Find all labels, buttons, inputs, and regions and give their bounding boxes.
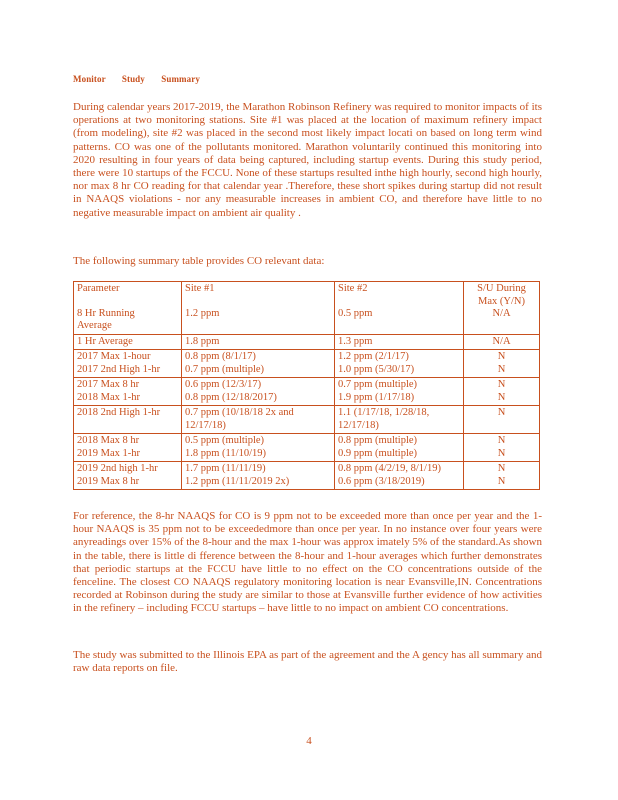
cell-line: N	[497, 351, 506, 362]
table-cell-site2	[335, 334, 464, 350]
cell-line: 0.8 ppm (12/18/2017)	[185, 391, 277, 403]
table-cell-param	[74, 334, 182, 350]
page-number: 4	[306, 735, 312, 747]
header-row-site1: 1.2 ppm	[185, 307, 220, 319]
co-summary-table	[73, 281, 540, 490]
table-cell-param	[74, 378, 182, 406]
table-row	[74, 406, 540, 434]
cell-line: 0.8 ppm (4/2/19, 8/1/19)	[338, 463, 441, 474]
cell-line: 2018 2nd High 1-hr	[77, 407, 161, 418]
header-su: S/U During Max (Y/N)	[477, 283, 526, 307]
cell-line: 1.2 ppm (11/11/2019 2x)	[185, 475, 290, 487]
header-site1: Site #1	[185, 283, 215, 294]
section-heading: Monitor Study Summary	[73, 74, 200, 84]
cell-line: 0.6 ppm (3/18/2019)	[338, 475, 425, 487]
header-parameter-cell	[74, 282, 182, 335]
header-row-label-line2: Average	[77, 320, 112, 331]
table-cell-su	[464, 406, 540, 434]
table-cell-param	[74, 350, 182, 378]
table-row	[74, 434, 540, 462]
cell-line: 2017 Max 8 hr	[77, 379, 140, 390]
table-cell-site2	[335, 378, 464, 406]
cell-line: N	[497, 407, 506, 418]
table-cell-site2	[335, 406, 464, 434]
cell-line: 0.7 ppm (10/18/18 2x and 12/17/18)	[185, 407, 294, 431]
cell-line: N	[497, 363, 506, 375]
header-site2-cell	[335, 282, 464, 335]
table-cell-su	[464, 350, 540, 378]
intro-paragraph: During calendar years 2017-2019, the Marathon Robinson Refinery was required to monitor impacts of its operations at two monitoring stations. Site #1 was placed at the location of maximum refinery impact (from modeling), site #2 was placed in the second most likely impact locati on based on long term wind patterns. CO was one of the pollutants monitored. Marathon voluntarily continued this monitoring into 2020 resulting in four years of data being captured, including startup events. During this study period, there were 10 startups of the FCCU. None of these startups resulted inthe high hourly, second high hourly, nor max 8 hr CO reading for that calendar year .Therefore, these short spikes during startup did not result in NAAQS violations - nor any measurable increases in ambient CO, and therefore have little to no negative measurable impact on ambient air quality .	[73, 101, 542, 219]
cell-line: 0.7 ppm (multiple)	[338, 379, 418, 390]
cell-line: 0.8 ppm (8/1/17)	[185, 351, 256, 362]
cell-line: 1 Hr Average	[77, 335, 133, 347]
cell-line: 2018 Max 8 hr	[77, 435, 140, 446]
reference-paragraph: For reference, the 8-hr NAAQS for CO is 9 ppm not to be exceeded more than once per year and the 1-hour NAAQS is 35 ppm not to be exceededmore than once per year. In no instance over four years were anyreadings over 15% of the 8-hour and the max 1-hour was approx imately 5% of the standard.As shown in the table, there is little di fference between the 8-hour and 1-hour averages which further demonstrates that periodic startups at the FCCU have little to no effect on the CO concentrations outside of the fenceline. The closest CO NAAQS regulatory monitoring location is near Evansville,IN. Concentrations recorded at Robinson during the study are similar to those at Evansville further evidence of how activities in the refinery – including FCCU startups – have little to no impact on ambient CO concentrations.	[73, 510, 542, 615]
cell-line: 1.9 ppm (1/17/18)	[338, 391, 415, 403]
submission-paragraph: The study was submitted to the Illinois EPA as part of the agreement and the A gency has all summary and raw data reports on file.	[73, 649, 542, 675]
cell-line: 0.7 ppm (multiple)	[185, 363, 265, 375]
header-site1-cell	[182, 282, 335, 335]
cell-line: 2019 Max 8 hr	[77, 475, 140, 487]
cell-line: N	[497, 463, 506, 474]
cell-line: N/A	[492, 335, 511, 347]
cell-line: N	[497, 435, 506, 446]
table-cell-site1	[182, 334, 335, 350]
table-cell-site2	[335, 434, 464, 462]
header-su-cell	[464, 282, 540, 335]
table-cell-su	[464, 462, 540, 490]
cell-line: 0.9 ppm (multiple)	[338, 447, 418, 459]
table-cell-site1	[182, 378, 335, 406]
header-row-label-line1: 8 Hr Running	[77, 307, 135, 319]
table-cell-su	[464, 378, 540, 406]
table-cell-site2	[335, 462, 464, 490]
cell-line: 2017 Max 1-hour	[77, 351, 151, 362]
cell-line: N	[497, 379, 506, 390]
table-row	[74, 334, 540, 350]
table-cell-site2	[335, 350, 464, 378]
table-cell-site1	[182, 434, 335, 462]
cell-line: 1.8 ppm	[185, 335, 220, 347]
cell-line: 2019 2nd high 1-hr	[77, 463, 158, 474]
cell-line: 1.2 ppm (2/1/17)	[338, 351, 409, 362]
cell-line: 2019 Max 1-hr	[77, 447, 140, 459]
cell-line: 0.8 ppm (multiple)	[338, 435, 418, 446]
header-row-site2: 0.5 ppm	[338, 307, 373, 319]
table-header-row	[74, 282, 540, 335]
table-cell-site1	[182, 350, 335, 378]
cell-line: 0.6 ppm (12/3/17)	[185, 379, 262, 390]
cell-line: 1.1 (1/17/18, 1/28/18, 12/17/18)	[338, 407, 430, 431]
table-row	[74, 378, 540, 406]
table-row	[74, 462, 540, 490]
cell-line: 1.3 ppm	[338, 335, 373, 347]
cell-line: N	[497, 447, 506, 459]
cell-line: N	[497, 391, 506, 403]
table-intro-paragraph: The following summary table provides CO relevant data:	[73, 255, 325, 267]
table-cell-site1	[182, 406, 335, 434]
cell-line: 2017 2nd High 1-hr	[77, 363, 161, 375]
table-cell-param	[74, 462, 182, 490]
table-cell-param	[74, 406, 182, 434]
cell-line: 1.8 ppm (11/10/19)	[185, 447, 266, 459]
header-site2: Site #2	[338, 283, 368, 294]
table-cell-param	[74, 434, 182, 462]
header-row-su: N/A	[492, 308, 511, 319]
table-cell-su	[464, 334, 540, 350]
table-cell-su	[464, 434, 540, 462]
cell-line: 1.7 ppm (11/11/19)	[185, 463, 266, 474]
cell-line: 0.5 ppm (multiple)	[185, 435, 265, 446]
header-parameter: Parameter	[77, 283, 120, 294]
cell-line: 2018 Max 1-hr	[77, 391, 140, 403]
cell-line: N	[497, 475, 506, 487]
table-cell-site1	[182, 462, 335, 490]
table-row	[74, 350, 540, 378]
cell-line: 1.0 ppm (5/30/17)	[338, 363, 415, 375]
